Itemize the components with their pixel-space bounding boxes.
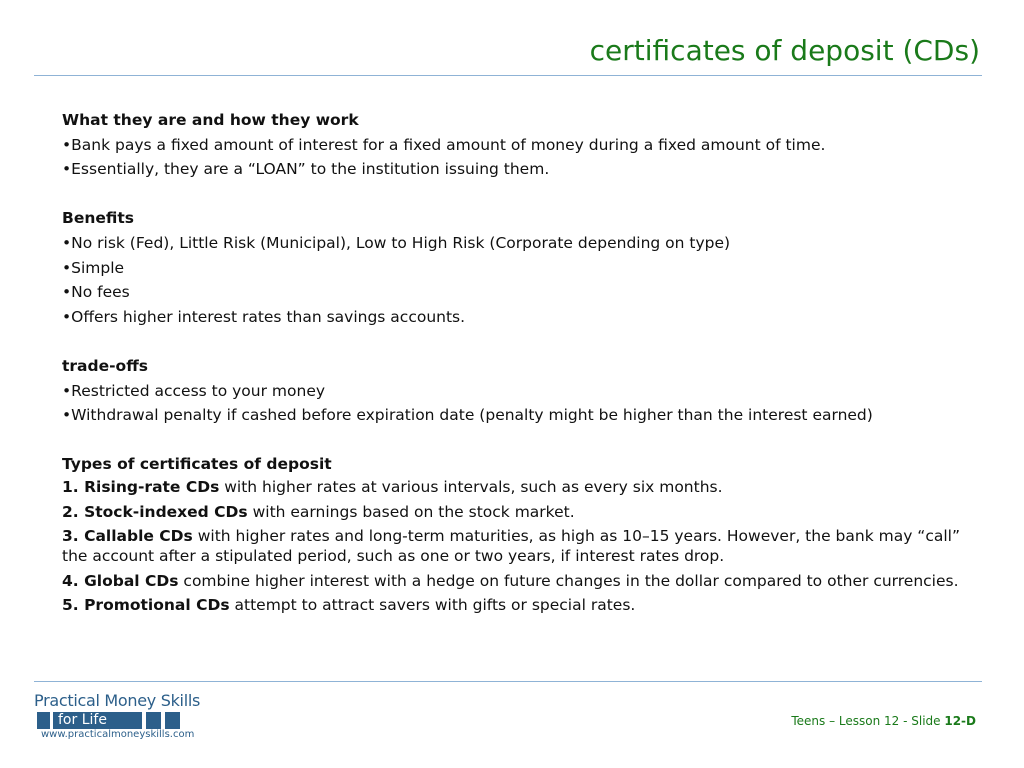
logo-block: [146, 712, 161, 729]
cd-type-description: with higher rates at various intervals, such as every six months.: [219, 477, 723, 496]
cd-type-item: [62, 477, 962, 497]
logo-block: [165, 712, 180, 729]
bullet-item: •Essentially, they are a “LOAN” to the institution issuing them.: [62, 160, 550, 179]
slide-number: 12-D: [944, 714, 976, 728]
bullet-item: •Simple: [62, 258, 125, 277]
cd-type-label: 3. Callable CDs: [62, 527, 193, 546]
bullet-item: •No risk (Fed), Little Risk (Municipal), Low to High Risk (Corporate depending on type): [62, 233, 731, 252]
cd-type-description: combine higher interest with a hedge on future changes in the dollar compared to other currencies.: [178, 571, 959, 590]
title-divider: [34, 75, 982, 76]
slide-title: certificates of deposit (CDs): [589, 34, 980, 67]
footer-divider: [34, 681, 982, 682]
cd-type-item: [62, 526, 962, 566]
logo-subtitle: for Life: [53, 712, 142, 729]
section-heading-types: Types of certificates of deposit: [62, 455, 332, 474]
section-heading-benefits: Benefits: [62, 209, 134, 228]
section-heading-tradeoffs: trade-offs: [62, 356, 148, 375]
cd-type-description: with earnings based on the stock market.: [247, 502, 575, 521]
bullet-item: •Offers higher interest rates than savings accounts.: [62, 307, 466, 326]
cd-type-label: 4. Global CDs: [62, 571, 179, 590]
cd-type-description: with higher rates and long-term maturities, as high as 10–15 years. However, the bank may “call” the account after a stipulated period, such as one or two years, if interest rates drop.: [62, 527, 960, 566]
bullet-item: •Withdrawal penalty if cashed before expiration date (penalty might be higher than the interest earned): [62, 406, 873, 425]
logo-title: Practical Money Skills: [34, 691, 201, 710]
cd-type-label: 1. Rising-rate CDs: [62, 477, 220, 496]
cd-type-item: [62, 502, 962, 522]
cd-type-item: [62, 595, 962, 615]
bullet-item: •No fees: [62, 283, 130, 302]
section-heading-what: What they are and how they work: [62, 111, 359, 129]
slide-footer: [791, 714, 976, 728]
practical-money-skills-logo: [34, 691, 234, 751]
slide-body: [62, 108, 962, 620]
bullet-item: •Bank pays a fixed amount of interest for a fixed amount of money during a fixed amount of time.: [62, 135, 826, 154]
logo-block: [37, 712, 50, 729]
bullet-item: •Restricted access to your money: [62, 381, 326, 400]
cd-type-label: 5. Promotional CDs: [62, 596, 230, 615]
footer-label: Teens – Lesson 12 - Slide: [791, 714, 945, 728]
logo-url: www.practicalmoneyskills.com: [41, 729, 195, 740]
cd-type-label: 2. Stock-indexed CDs: [62, 502, 248, 521]
cd-type-description: attempt to attract savers with gifts or special rates.: [229, 596, 636, 615]
cd-type-item: [62, 571, 962, 591]
